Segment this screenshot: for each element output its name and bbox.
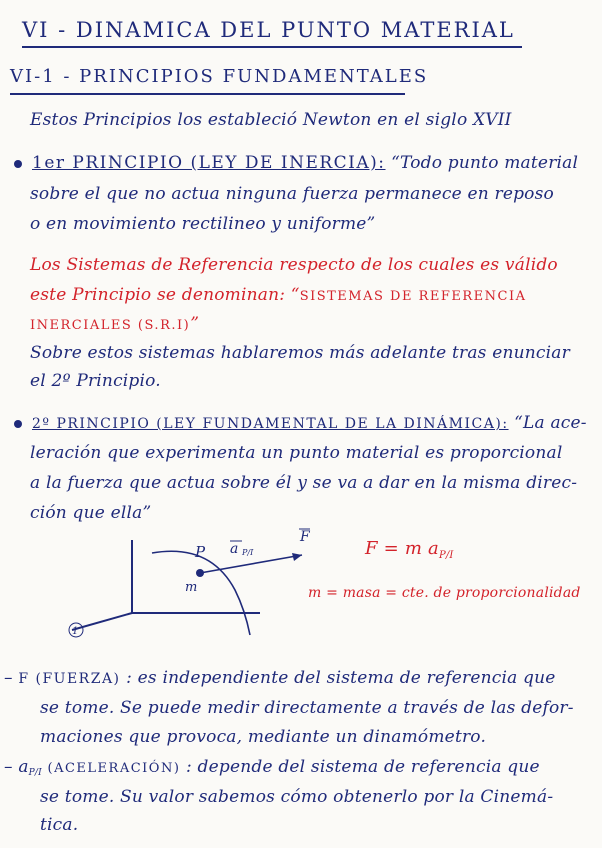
force-note-line-3: maciones que provoca, mediante un dinamómetro.	[40, 727, 487, 747]
reference-note-line-2	[30, 285, 527, 305]
second-principle-line-2: leración que experimenta un punto material es proporcional	[30, 443, 563, 463]
accel-note-word: (ACELERACIÓN)	[47, 761, 181, 776]
force-note-line-2: se tome. Se puede medir directamente a través de las defor-	[40, 698, 574, 718]
force-arrow-head	[292, 553, 302, 561]
newton-law-sub: P/I	[438, 550, 454, 561]
accel-note-line-1	[4, 757, 540, 778]
second-principle-line-1: “La ace-	[514, 413, 587, 433]
first-principle-line-1: “Todo punto material	[391, 153, 579, 173]
accel-note-text-1: : depende del sistema de referencia que	[186, 757, 540, 777]
first-principle-line-2: sobre el que no actua ninguna fuerza permanece en reposo	[30, 184, 554, 204]
label-frame: 1	[72, 626, 79, 637]
second-principle-line-4: ción que ella”	[30, 503, 152, 523]
first-principle-heading	[14, 153, 578, 173]
chapter-title: VI - DINAMICA DEL PUNTO MATERIAL	[22, 18, 515, 42]
mass-note: m = masa = cte. de proporcionalidad	[308, 585, 581, 601]
label-a: a	[230, 541, 239, 557]
reference-note-line-3	[30, 314, 199, 334]
accel-note-sub: P/I	[28, 768, 42, 778]
sri-label-1: SISTEMAS DE REFERENCIA	[299, 289, 527, 304]
second-principle-line-3: a la fuerza que actua sobre él y se va a dar en la misma direc-	[30, 473, 578, 493]
first-principle-label: 1er PRINCIPIO (LEY DE INERCIA):	[32, 153, 386, 173]
trajectory-curve	[152, 551, 250, 635]
frame-axis-oblique	[72, 613, 132, 630]
label-a-sub: P/I	[242, 548, 254, 557]
bullet-icon	[14, 420, 22, 428]
force-note-text-1: : es independiente del sistema de referencia que	[126, 668, 556, 688]
sri-close-quote: ”	[190, 314, 200, 334]
later-note-line-2: el 2º Principio.	[30, 371, 161, 391]
accel-note-line-2: se tome. Su valor sabemos cómo obtenerlo por la Cinemá-	[40, 787, 554, 807]
reference-note-line-1: Los Sistemas de Referencia respecto de los cuales es válido	[30, 255, 558, 275]
bullet-icon	[14, 160, 22, 168]
accel-note-symbol: a	[18, 757, 29, 777]
section-title: VI-1 - PRINCIPIOS FUNDAMENTALES	[10, 66, 429, 87]
newton-law-formula	[365, 538, 454, 561]
later-note-line-1: Sobre estos sistemas hablaremos más adelante tras enunciar	[30, 343, 570, 363]
section-title-underline	[10, 93, 405, 95]
second-principle-label: 2º PRINCIPIO (LEY FUNDAMENTAL DE LA DINÁMICA):	[32, 416, 509, 432]
force-note-label: F (FUERZA)	[18, 671, 121, 687]
first-principle-line-3: o en movimiento rectilineo y uniforme”	[30, 214, 376, 234]
force-note-line-1	[4, 668, 556, 688]
dash-marker: –	[4, 757, 19, 777]
label-f: F	[300, 529, 310, 545]
label-m: m	[185, 580, 198, 595]
accel-note-line-3: tica.	[40, 815, 79, 835]
reference-note-line-2-text: este Principio se denominan: “	[30, 285, 300, 305]
intro-text: Estos Principios los estableció Newton en el siglo XVII	[30, 110, 512, 130]
second-principle-heading	[14, 413, 587, 433]
sri-label-2: INERCIALES (S.R.I)	[30, 318, 191, 333]
force-arrow-line	[200, 555, 302, 573]
dash-marker: –	[4, 668, 19, 688]
newton-law-text: F = m a	[365, 538, 439, 559]
label-p: P	[195, 543, 206, 561]
chapter-title-underline	[22, 46, 522, 48]
